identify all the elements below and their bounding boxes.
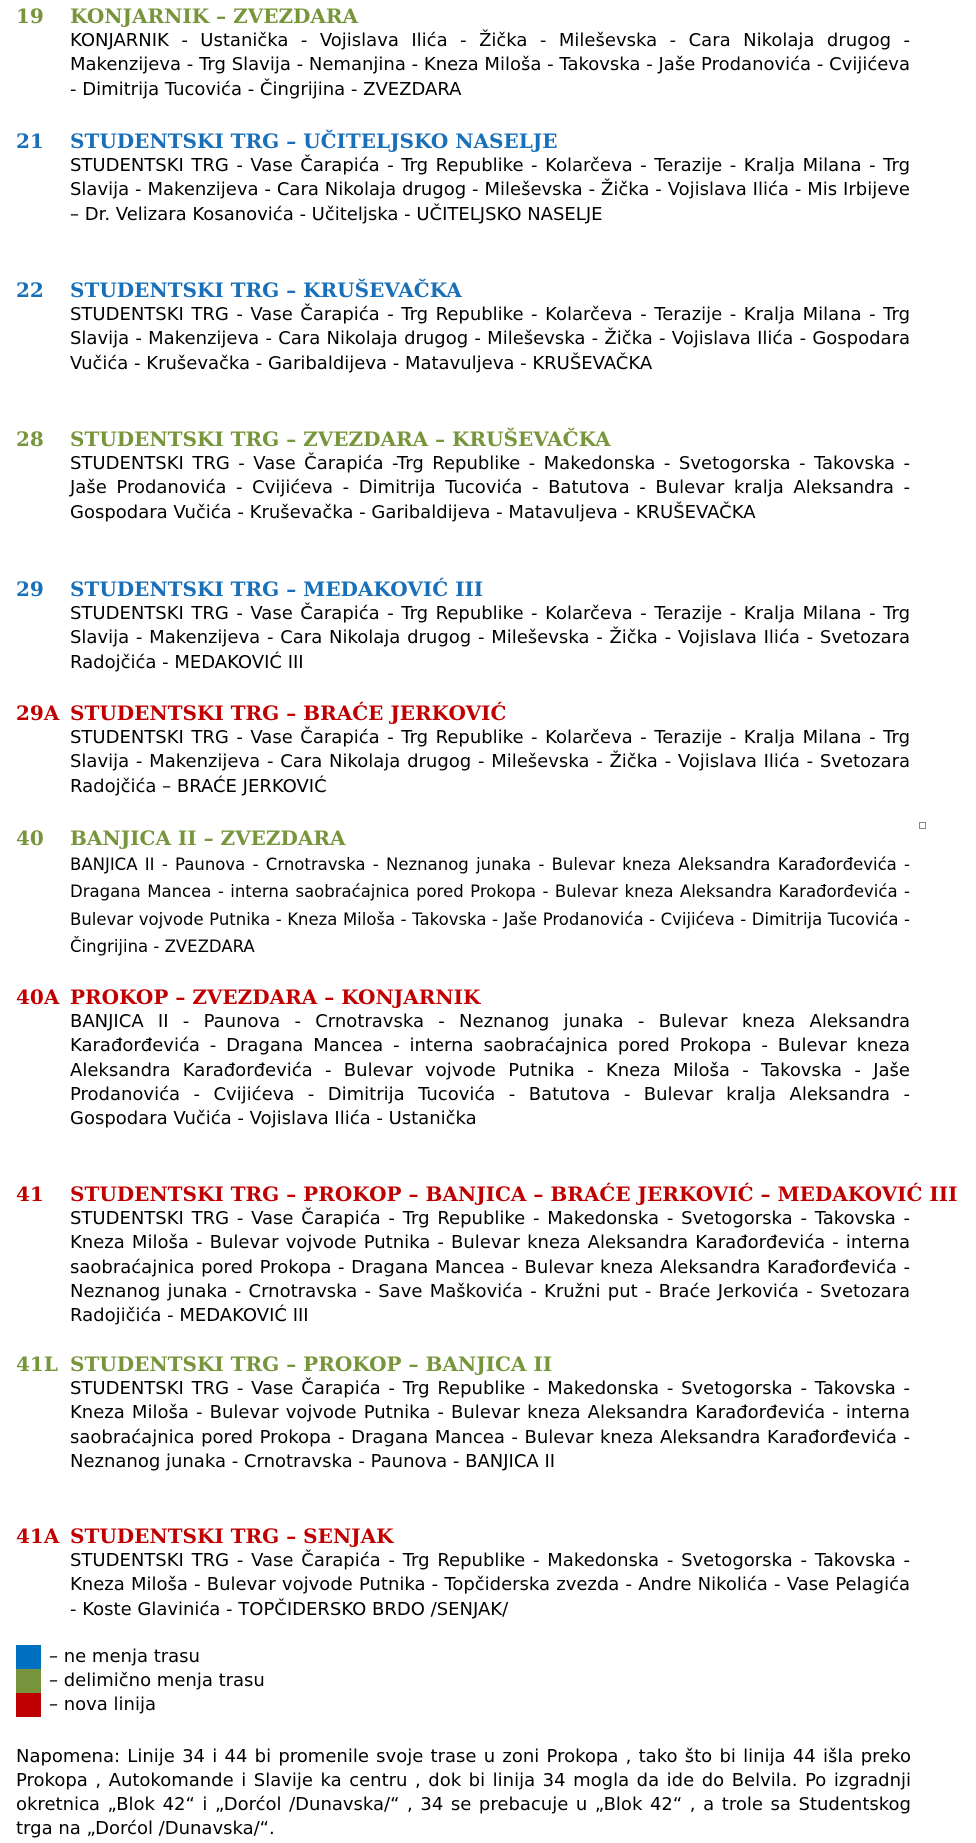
route-header bbox=[16, 4, 916, 28]
route-number: 40A bbox=[16, 985, 60, 1009]
route-path: STUDENTSKI TRG - Vase Čarapića - Trg Republike - Makedonska - Svetogorska - Takovska - Kneza Miloša - Bulevar vojvode Putnika - Topčiderska zvezda - Andre Nikolića - Vase Pelagića - Koste Glavinića - TOPČIDERSKO BRDO /SENJAK/ bbox=[70, 1550, 910, 1620]
note-paragraph: Napomena: Linije 34 i 44 bi promenile svoje trase u zoni Prokopa , tako što bi linija 44 išla preko Prokopa , Autokomande i Slavije ka centru , dok bi linija 34 mogla da ide do Belvila. Po izgradnji okretnica „Blok 42“ i „Dorćol /Dunavska/“ , 34 se prebacuje u „Blok 42“ , a trole sa Studentskog trga na „Dorćol /Dunavska/“. bbox=[16, 1746, 911, 1839]
legend-label: – ne menja trasu bbox=[49, 1646, 200, 1667]
route-path: KONJARNIK - Ustanička - Vojislava Ilića - Žička - Mileševska - Cara Nikolaja drugog - Makenzijeva - Trg Slavija - Nemanjina - Kneza Miloša - Takovska - Jaše Prodanovića - Cvijićeva - Dimitrija Tucovića - Čingrijina - ZVEZDARA bbox=[70, 30, 910, 100]
route-title: PROKOP – ZVEZDARA – KONJARNIK bbox=[70, 985, 481, 1009]
route-header bbox=[16, 1352, 916, 1376]
route-header bbox=[16, 985, 916, 1009]
legend-swatch-blue bbox=[16, 1645, 41, 1669]
route-path: STUDENTSKI TRG - Vase Čarapića - Trg Republike - Kolarčeva - Terazije - Kralja Milana - Trg Slavija - Makenzijeva - Cara Nikolaja drugog - Mileševska - Žička - Vojislava Ilića - Gospodara Vučića - Kruševačka - Garibaldijeva - Matavuljeva - KRUŠEVAČKA bbox=[70, 304, 910, 374]
route-header bbox=[16, 1182, 958, 1206]
route-title: STUDENTSKI TRG – UČITELJSKO NASELJE bbox=[70, 129, 558, 153]
route-title: STUDENTSKI TRG – ZVEZDARA – KRUŠEVAČKA bbox=[70, 427, 611, 451]
route-header bbox=[16, 427, 916, 451]
route-28 bbox=[16, 427, 916, 525]
route-number: 40 bbox=[16, 826, 44, 850]
route-header bbox=[16, 577, 916, 601]
route-title: STUDENTSKI TRG – SENJAK bbox=[70, 1524, 394, 1548]
route-header bbox=[16, 826, 916, 850]
route-path: STUDENTSKI TRG - Vase Čarapića - Trg Republike - Makedonska - Svetogorska - Takovska - Kneza Miloša - Bulevar vojvode Putnika - Bulevar kneza Aleksandra Karađorđevića - interna saobraćajnica pored Prokopa - Dragana Mancea - Bulevar kneza Aleksandra Karađorđevića - Neznanog junaka - Crnotravska - Save Maškovića - Kružni put - Braće Jerkovića - Svetozara Radojičića - MEDAKOVIĆ III bbox=[70, 1208, 910, 1327]
route-21 bbox=[16, 129, 916, 227]
route-path: STUDENTSKI TRG - Vase Čarapića -Trg Republike - Makedonska - Svetogorska - Takovska - Jaše Prodanovića - Cvijićeva - Dimitrija Tucovića - Batutova - Bulevar kralja Aleksandra - Gospodara Vučića - Kruševačka - Garibaldijeva - Matavuljeva - KRUŠEVAČKA bbox=[70, 453, 910, 523]
route-header bbox=[16, 1524, 916, 1548]
route-title: STUDENTSKI TRG – MEDAKOVIĆ III bbox=[70, 577, 484, 601]
route-title: STUDENTSKI TRG – KRUŠEVAČKA bbox=[70, 278, 462, 302]
route-path: BANJICA II - Paunova - Crnotravska - Neznanog junaka - Bulevar kneza Aleksandra Karađorđevića - Dragana Mancea - interna saobraćajnica pored Prokopa - Bulevar kneza Aleksandra Karađorđevića - Bulevar vojvode Putnika - Kneza Miloša - Takovska - Jaše Prodanovića - Cvijićeva - Dimitrija Tucovića - Čingrijina - ZVEZDARA bbox=[70, 855, 910, 956]
route-path: STUDENTSKI TRG - Vase Čarapića - Trg Republike - Kolarčeva - Terazije - Kralja Milana - Trg Slavija - Makenzijeva - Cara Nikolaja drugog - Mileševska - Žička - Vojislava Ilića - Mis Irbijeve – Dr. Velizara Kosanovića - Učiteljska - UČITELJSKO NASELJE bbox=[70, 155, 910, 225]
legend-swatch-green bbox=[16, 1669, 41, 1693]
route-number: 28 bbox=[16, 427, 44, 451]
route-number: 22 bbox=[16, 278, 44, 302]
route-40a bbox=[16, 985, 916, 1131]
route-41 bbox=[16, 1182, 958, 1328]
route-number: 29 bbox=[16, 577, 44, 601]
anchor-marker bbox=[919, 822, 926, 829]
route-number: 19 bbox=[16, 4, 44, 28]
route-19 bbox=[16, 4, 916, 102]
route-title: STUDENTSKI TRG – PROKOP – BANJICA II bbox=[70, 1352, 553, 1376]
route-path: STUDENTSKI TRG - Vase Čarapića - Trg Republike - Kolarčeva - Terazije - Kralja Milana - Trg Slavija - Makenzijeva - Cara Nikolaja drugog - Mileševska - Žička - Vojislava Ilića - Svetozara Radojčića – BRAĆE JERKOVIĆ bbox=[70, 727, 910, 797]
route-number: 29A bbox=[16, 701, 60, 725]
legend-label: – delimično menja trasu bbox=[49, 1670, 265, 1691]
route-header bbox=[16, 701, 916, 725]
route-title: BANJICA II – ZVEZDARA bbox=[70, 826, 346, 850]
route-title: STUDENTSKI TRG – PROKOP – BANJICA – BRAĆE JERKOVIĆ – MEDAKOVIĆ III bbox=[70, 1182, 958, 1206]
route-41a bbox=[16, 1524, 916, 1622]
route-number: 41 bbox=[16, 1182, 44, 1206]
route-title: KONJARNIK – ZVEZDARA bbox=[70, 4, 359, 28]
route-path: BANJICA II - Paunova - Crnotravska - Neznanog junaka - Bulevar kneza Aleksandra Karađorđevića - Dragana Mancea - interna saobraćajnica pored Prokopa - Bulevar kneza Aleksandra Karađorđevića - Bulevar vojvode Putnika - Kneza Miloša - Takovska - Jaše Prodanovića - Cvijićeva - Dimitrija Tucovića - Batutova - Bulevar kralja Aleksandra - Gospodara Vučića - Vojislava Ilića - Ustanička bbox=[70, 1011, 910, 1130]
route-title: STUDENTSKI TRG – BRAĆE JERKOVIĆ bbox=[70, 701, 507, 725]
route-41l bbox=[16, 1352, 916, 1474]
route-number: 21 bbox=[16, 129, 44, 153]
route-22 bbox=[16, 278, 916, 376]
route-number: 41A bbox=[16, 1524, 60, 1548]
legend-swatch-red bbox=[16, 1693, 41, 1717]
route-29a bbox=[16, 701, 916, 799]
route-29 bbox=[16, 577, 916, 675]
route-40 bbox=[16, 826, 916, 960]
legend-label: – nova linija bbox=[49, 1694, 156, 1715]
route-path: STUDENTSKI TRG - Vase Čarapića - Trg Republike - Makedonska - Svetogorska - Takovska - Kneza Miloša - Bulevar vojvode Putnika - Bulevar kneza Aleksandra Karađorđevića - interna saobraćajnica pored Prokopa - Dragana Mancea - Bulevar kneza Aleksandra Karađorđevića - Neznanog junaka - Crnotravska - Paunova - BANJICA II bbox=[70, 1378, 910, 1472]
route-path: STUDENTSKI TRG - Vase Čarapića - Trg Republike - Kolarčeva - Terazije - Kralja Milana - Trg Slavija - Makenzijeva - Cara Nikolaja drugog - Mileševska - Žička - Vojislava Ilića - Svetozara Radojčića - MEDAKOVIĆ III bbox=[70, 603, 910, 673]
route-header bbox=[16, 129, 916, 153]
route-header bbox=[16, 278, 916, 302]
route-number: 41L bbox=[16, 1352, 58, 1376]
